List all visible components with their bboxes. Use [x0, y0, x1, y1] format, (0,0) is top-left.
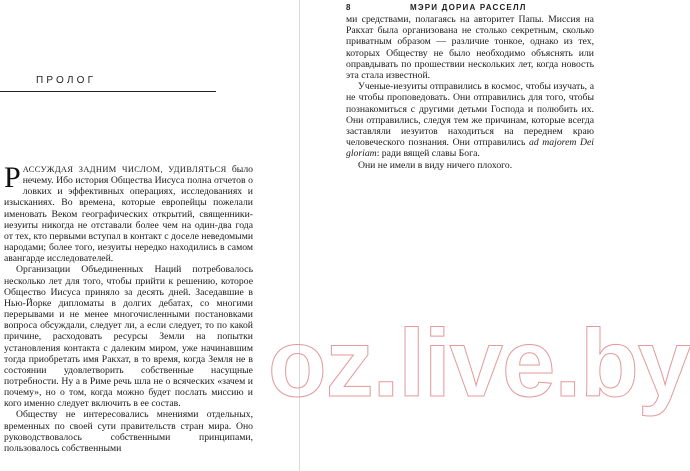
- paragraph: [346, 81, 594, 159]
- paragraph-text: : ради вящей славы Бога.: [376, 148, 480, 160]
- paragraph-text: Ученые-иезуиты отправились в космос, чтобы изучать, а не чтобы проповедовать. Они отправились для того, чтобы познакомиться с другими детьми Господа и полюбить их. Они отправились, следуя тем же причинам, которые всегда заставляли иезуитов находиться на переднем краю человеческого познания. Они отправились: [346, 81, 594, 149]
- page-number: 8: [346, 3, 352, 12]
- paragraph: ми средствами, полагаясь на авторитет Папы. Миссия на Ракхат была организована не столько секретным, сколько приватным образом — различие тонкое, однако из тех, которых Обществу не было необходимо объяснять или оправдывать по прошествии нескольких лет, когда новость эта стала известной.: [346, 14, 594, 82]
- paragraph: Обществу не интересовались мнениями отдельных, временных по своей сути правительств стран мира. Оно руководствовалось собственными принципами, пользовалось собственными: [4, 409, 253, 454]
- watermark: oz.live.by: [268, 310, 690, 417]
- paragraph: Организации Объединенных Наций потребовалось несколько лет для того, чтобы прийти к решению, которое Общество Иисуса приняло за десять дней. Заседавшие в Нью-Йорке дипломаты в долгих дебатах, со многими перерывами и не менее многочисленными постановками вопроса обсуждали, следует ли, а если следует, то по какой причине, расходовать ресурсы Земли на попытки установления контакта с далеким миром, уже начинавшим тогда приобретать имя Ракхат, в то время, когда Земля не в состоянии удовлетворить собственные насущные потребности. Ну а в Риме речь шла не о всяческих «зачем и почему», но о том, когда можно будет послать миссию и кого именно следует включить в ее состав.: [4, 264, 253, 410]
- paragraph: Они не имели в виду ничего плохого.: [358, 159, 513, 171]
- section-title: ПРОЛОГ: [36, 75, 97, 86]
- drop-cap: Р: [4, 161, 21, 194]
- paragraph-text: было нечему. Ибо история Общества Иисуса полна отчетов о ловких и эффективных операциях, исследованиях и изысканиях. Во времена, которые европейцы пожелали именовать Веком географических открытий, священники-иезуиты никогда не отставали более чем на один-два года от тех, кто первыми вступал в контакт с доселе неведомыми народами; более того, иезуиты нередко находились в самом авангарде исследователей.: [4, 164, 254, 265]
- right-page: [300, 0, 600, 471]
- left-page: [0, 0, 299, 471]
- running-head-author: МЭРИ ДОРИА РАССЕЛЛ: [410, 3, 527, 12]
- lead-in-smallcaps: АССУЖДАЯ ЗАДНИМ ЧИСЛОМ, УДИВЛЯТЬСЯ: [22, 165, 227, 174]
- left-page-body: [4, 161, 254, 454]
- latin-phrase: ad majorem Dei gloriam: [346, 137, 594, 160]
- section-rule: [0, 91, 216, 92]
- right-page-body: [346, 14, 594, 171]
- paragraph: [4, 161, 254, 265]
